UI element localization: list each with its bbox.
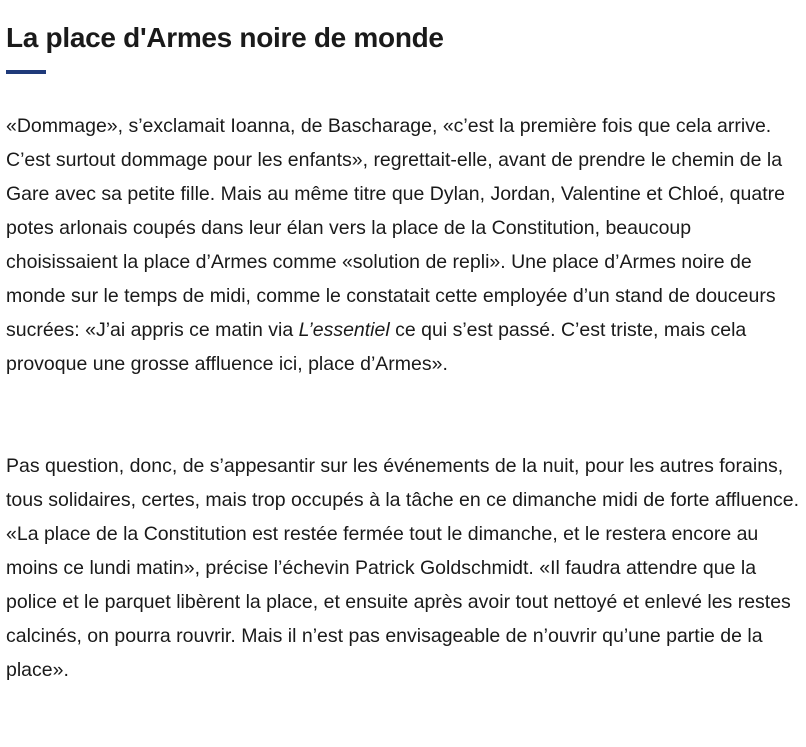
paragraph-1-text-start: «Dommage», s’exclamait Ioanna, de Bascharage, «c’est la première fois que cela arrive. C’est surtout dommage pour les enfants», regrettait-elle, avant de prendre le chemin de la Gare avec sa petite fille. Mais au même titre que Dylan, Jordan, Valentine et Chloé, quatre potes arlonais coupés dans leur élan vers la place de la Constitution, beaucoup choisissaient la place d’Armes comme «solution de repli». Une place d’Armes noire de monde sur le temps de midi, comme le constatait cette employée d’un stand de douceurs sucrées: «J’ai appris ce matin via xyxy=(6,115,785,341)
section-headline: La place d'Armes noire de monde xyxy=(6,22,444,53)
article-paragraph-1 xyxy=(6,109,802,381)
publication-name-italic: L’essentiel xyxy=(298,319,390,341)
paragraph-1-text-end: ce qui s’est passé. C’est triste, mais cela provoque une grosse affluence ici, place d’Armes». xyxy=(6,319,747,375)
article-body xyxy=(6,0,802,687)
headline-accent-rule xyxy=(6,70,46,74)
article-paragraph-2: Pas question, donc, de s’appesantir sur les événements de la nuit, pour les autres forains, tous solidaires, certes, mais trop occupés à la tâche en ce dimanche midi de forte affluence. «La place de la Constitution est restée fermée tout le dimanche, et le restera encore au moins ce lundi matin», précise l’échevin Patrick Goldschmidt. «Il faudra attendre que la police et le parquet libèrent la place, et ensuite après avoir tout nettoyé et enlevé les restes calcinés, on pourra rouvrir. Mais il n’est pas envisageable de n’ouvrir qu’une partie de la place». xyxy=(6,455,800,681)
